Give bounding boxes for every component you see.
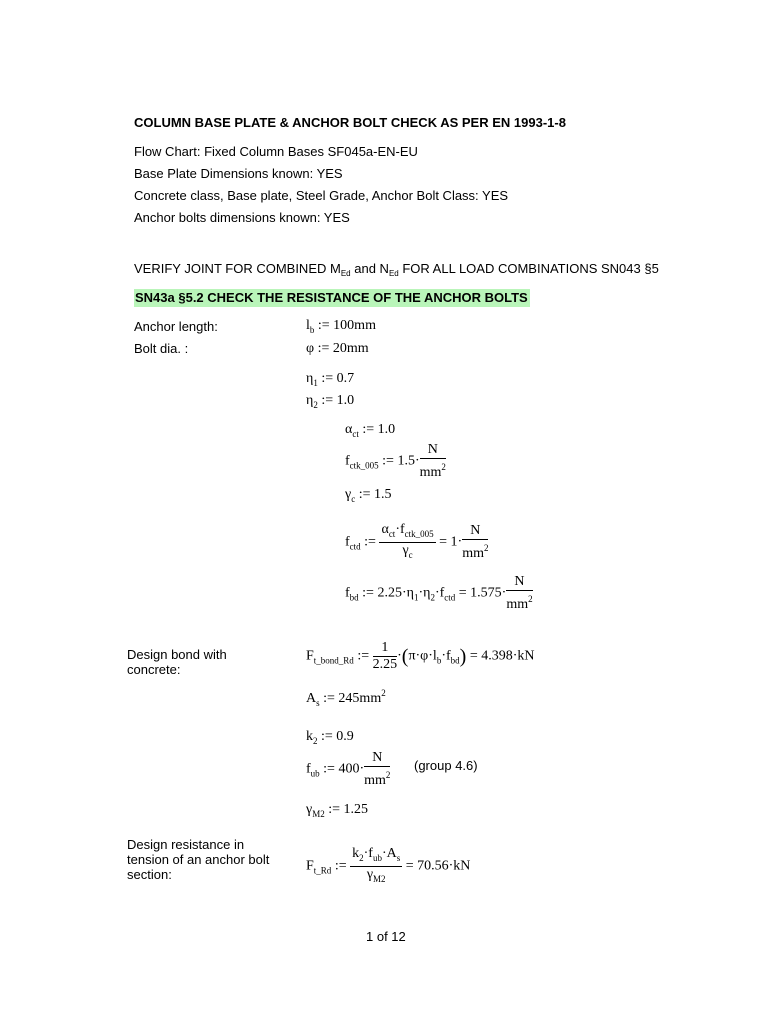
label-design-resistance: Design resistance in tension of an anchor bolt section: [127, 837, 270, 882]
fub-group-note: (group 4.6) [414, 758, 478, 773]
label-bolt-dia: Bolt dia. : [134, 341, 189, 356]
eq-ft-bond-rd: $F_{t\_bond\_Rd}$ := $\frac{1}{2.25}$ $\cdot(\pi\cdot\varphi\cdot l_b\cdot f_{bd}) = 4.398\cdot kN$ [306, 640, 535, 672]
eq-k2: $k_2$ := 0.9 [306, 729, 354, 746]
info-anchor-dims: Anchor bolts dimensions known: YES [134, 210, 350, 225]
eq-alpha-ct: $\alpha_{ct}$ := 1.0 [345, 422, 396, 439]
label-design-bond: Design bond with concrete: [127, 647, 227, 677]
eq-gamma-m2: $\gamma_{M2}$ := 1.25 [306, 802, 368, 819]
section-heading: SN43a §5.2 CHECK THE RESISTANCE OF THE ANCHOR BOLTS [135, 290, 528, 305]
verify-joint-line: VERIFY JOINT FOR COMBINED $M_{Ed}$ and $N_{Ed}$ FOR ALL LOAD COMBINATIONS SN043 §5 [134, 261, 659, 278]
label-anchor-length: Anchor length: [134, 319, 218, 334]
eq-fctd: $f_{ctd}$ := $\frac{\alpha_{ct}\cdot f_{ctk\_005}}{\gamma_c}$ = 1· $\frac{N}{mm^2}$ [345, 522, 489, 561]
eq-fctk-005: $f_{ctk\_005}$ := 1.5· $\frac{N}{mm^2}$ [345, 442, 446, 480]
eq-bolt-dia: φ := 20mm [306, 341, 369, 356]
eq-eta1: $\eta_1$ := 0.7 [306, 371, 355, 388]
info-concrete-class: Concrete class, Base plate, Steel Grade, Anchor Bolt Class: YES [134, 188, 509, 203]
eq-gamma-c: $\gamma_c$ := 1.5 [345, 487, 392, 504]
info-base-plate-dims: Base Plate Dimensions known: YES [134, 166, 343, 181]
eq-as: $A_s$ := $245mm^2$ [306, 688, 386, 708]
eq-fub: $f_{ub}$ := 400· $\frac{N}{mm^2}$ [306, 750, 391, 788]
eq-anchor-length: $l_b$ := 100mm [306, 318, 376, 335]
document-title: COLUMN BASE PLATE & ANCHOR BOLT CHECK AS PER EN 1993-1-8 [134, 115, 566, 130]
eq-eta2: $\eta_2$ := 1.0 [306, 393, 355, 410]
eq-ft-rd: $F_{t\_Rd}$ := $\frac{k_2\cdot f_{ub}\cdot A_s}{\gamma_{M2}}$ = 70.56·kN [306, 846, 471, 884]
page-number: 1 of 12 [366, 929, 406, 944]
eq-fbd: $f_{bd}$ := $2.25\cdot\eta_1\cdot\eta_2\cdot f_{ctd} = 1.575\cdot$ $\frac{N}{mm^2}$ [345, 574, 533, 612]
info-flow-chart: Flow Chart: Fixed Column Bases SF045a-EN-EU [134, 144, 418, 159]
